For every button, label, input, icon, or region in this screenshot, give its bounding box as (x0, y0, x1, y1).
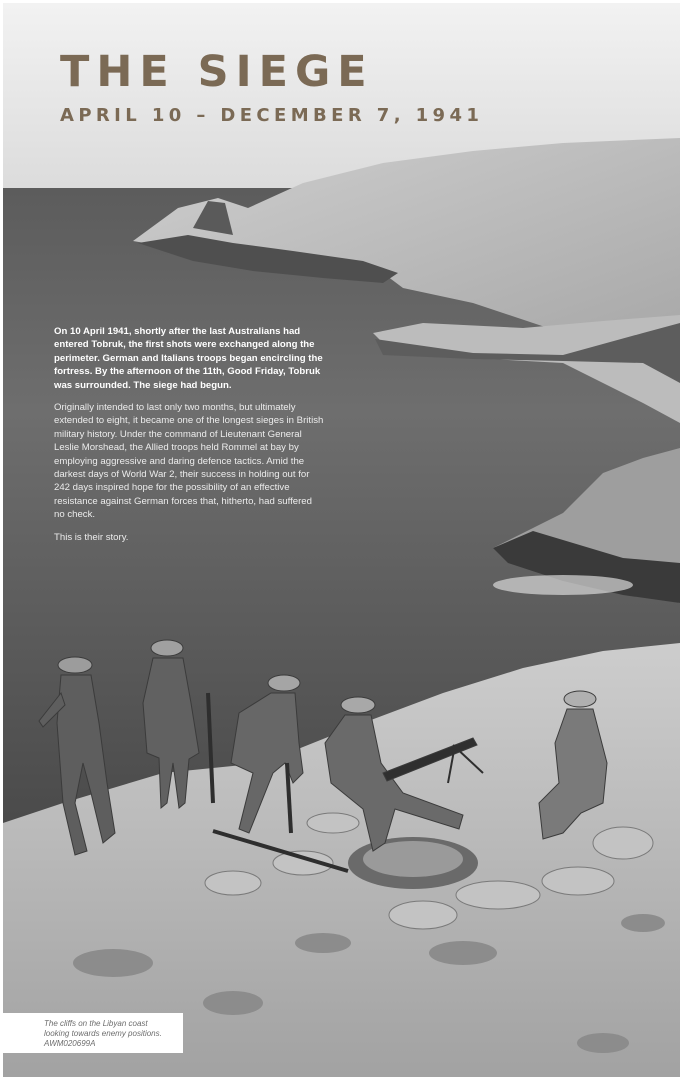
intro-paragraph: On 10 April 1941, shortly after the last Australians had entered Tobruk, the first shots were exchanged along the perimeter. German and Italians troops began encircling the fortress. By the afternoon of the 11th, Good Friday, Tobruk was surrounded. The siege had begun. (54, 326, 323, 391)
surf (493, 575, 633, 595)
story-text (54, 325, 324, 553)
poster (3, 3, 680, 1077)
page-title: THE SIEGE (60, 47, 374, 97)
date-range-subtitle: APRIL 10 – DECEMBER 7, 1941 (60, 105, 484, 126)
photo-caption: The cliffs on the Libyan coast looking towards enemy positions. AWM020699A (44, 1019, 162, 1048)
history-paragraph: Originally intended to last only two months, but ultimately extended to eight, it became one of the longest sieges in British military history. Under the command of Lieutenant General Leslie Morshead, the Allied troops held Rommel at bay by employing aggressive and daring defence tactics. Amid the darkest days of World War 2, their success in holding out for 242 days inspired hope for the possibility of an effective resistance against German forces that, hitherto, had suffered no check. (54, 402, 324, 521)
closing-paragraph: This is their story. (54, 531, 129, 543)
